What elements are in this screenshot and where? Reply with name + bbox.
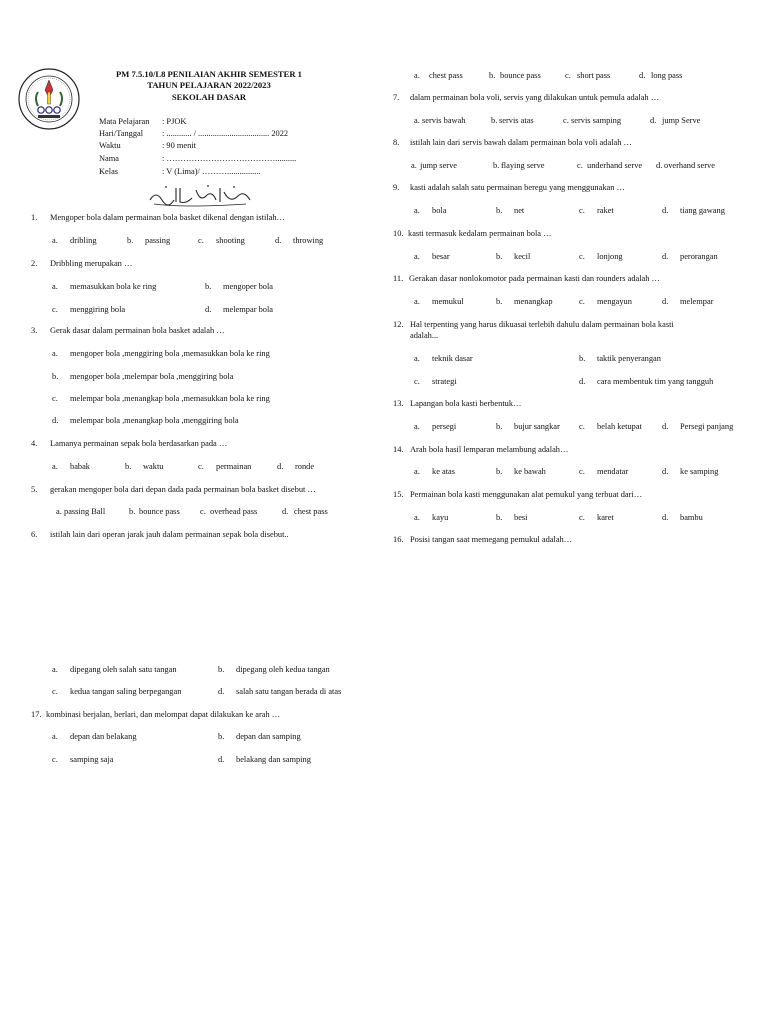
school-logo <box>18 68 80 130</box>
option-text: chest pass <box>294 507 328 516</box>
bismillah-calligraphy <box>146 182 256 208</box>
school-level: SEKOLAH DASAR <box>171 92 247 102</box>
option-label: c. <box>200 507 206 516</box>
option-text: dipegang oleh kedua tangan <box>236 665 330 674</box>
option-text: long pass <box>651 71 683 80</box>
question-number: 16. <box>393 535 404 544</box>
option-label: a. <box>414 354 420 363</box>
option-text: melempar bola ,menangkap bola ,menggiring bola <box>70 416 239 425</box>
info-value-date: : ............ / .................................. 2022 <box>162 129 289 138</box>
option-text: overhead pass <box>210 507 258 516</box>
question-text: Permainan bola kasti menggunakan alat pemukul yang terbuat dari… <box>410 490 643 499</box>
option-text: mengayun <box>597 297 632 306</box>
option-text: teknik dasar <box>432 354 473 363</box>
question-text: Dribbling merupakan … <box>50 259 133 268</box>
option-label: b. <box>496 252 503 261</box>
option-text: melempar bola ,menangkap bola ,memasukkan bola ke ring <box>70 394 270 403</box>
info-value-class: : V (Lima)/ ………................ <box>162 167 261 176</box>
option-label: a. <box>414 513 420 522</box>
option-text: strategi <box>432 377 457 386</box>
option-text: ke atas <box>432 467 456 476</box>
option-label: d. <box>205 305 212 314</box>
option-text: memukul <box>432 297 464 306</box>
option-label: c. <box>52 394 58 403</box>
option-text: bambu <box>680 513 703 522</box>
option-label: b. <box>579 354 586 363</box>
option-text: cara membentuk tim yang tangguh <box>597 377 714 386</box>
option-label: d. <box>52 416 59 425</box>
option-label: b. <box>218 732 225 741</box>
option-text: bounce pass <box>139 507 180 516</box>
option-text: ke bawah <box>514 467 546 476</box>
option-label: b. <box>218 665 225 674</box>
option-text: mengoper bola <box>223 282 274 291</box>
question-number: 13. <box>393 399 404 408</box>
info-value-time: : 90 menit <box>162 141 196 150</box>
info-label-class: Kelas <box>99 167 119 176</box>
option-label: b. <box>496 206 503 215</box>
question-number: 3. <box>31 326 38 335</box>
option-text: chest pass <box>429 71 463 80</box>
option-text: ke samping <box>680 467 719 476</box>
option-text: taktik penyerangan <box>597 354 661 363</box>
option-label: b. <box>52 372 59 381</box>
option-label: d. <box>662 206 669 215</box>
option-label: d. <box>656 161 663 170</box>
question-text: kombinasi berjalan, berlari, dan melompat dapat dilakukan ke arah … <box>46 710 281 719</box>
option-text: servis bawah <box>422 116 466 125</box>
option-text: belah ketupat <box>597 422 642 431</box>
question-text: Gerak dasar dalam permainan bola basket adalah … <box>50 326 225 335</box>
question-number: 10. <box>393 229 404 238</box>
option-text: babak <box>70 462 90 471</box>
option-text: melempar bola <box>223 305 273 314</box>
question-number: 4. <box>31 439 38 448</box>
option-label: d. <box>662 422 669 431</box>
option-label: d. <box>218 687 225 696</box>
question-number: 17. <box>31 710 42 719</box>
option-label: d. <box>282 507 289 516</box>
option-label: c. <box>565 71 571 80</box>
option-text: kayu <box>432 513 449 522</box>
question-text: gerakan mengoper bola dari depan dada pada permainan bola basket disebut … <box>50 485 316 494</box>
info-label-date: Hari/Tanggal <box>99 129 144 138</box>
option-text: servis samping <box>571 116 622 125</box>
question-number: 1. <box>31 213 38 222</box>
question-number: 5. <box>31 485 38 494</box>
option-label: a. <box>52 282 58 291</box>
option-label: c. <box>577 161 583 170</box>
option-label: d. <box>662 297 669 306</box>
option-label: c. <box>198 462 204 471</box>
option-text: throwing <box>293 236 324 245</box>
option-label: d. <box>218 755 225 764</box>
option-label: a. <box>411 161 417 170</box>
question-text: Lapangan bola kasti berbentuk… <box>410 399 522 408</box>
option-text: depan dan belakang <box>70 732 137 741</box>
option-text: tiang gawang <box>680 206 725 215</box>
question-text: Mengoper bola dalam permainan bola basket dikenal dengan istilah… <box>50 213 285 222</box>
question-text: Hal terpenting yang harus dikuasai terlebih dahulu dalam permainan bola kasti <box>410 320 674 329</box>
option-text: shooting <box>216 236 245 245</box>
question-text: Lamanya permainan sepak bola berdasarkan pada … <box>50 439 228 448</box>
option-text: karet <box>597 513 614 522</box>
option-label: d. <box>662 467 669 476</box>
question-text: kasti adalah salah satu permainan beregu yang menggunakan … <box>410 183 625 192</box>
option-text: overhand serve <box>664 161 715 170</box>
option-text: melempar <box>680 297 714 306</box>
question-number: 8. <box>393 138 400 147</box>
option-label: a. <box>414 116 420 125</box>
option-text: belakang dan samping <box>236 755 311 764</box>
question-text: istilah lain dari servis bawah dalam permainan bola voli adalah … <box>410 138 632 147</box>
option-text: raket <box>597 206 614 215</box>
option-text: menangkap <box>514 297 553 306</box>
option-text: menggiring bola <box>70 305 126 314</box>
option-text: mengoper bola ,menggiring bola ,memasukkan bola ke ring <box>70 349 270 358</box>
question-number: 15. <box>393 490 404 499</box>
option-label: c. <box>579 467 585 476</box>
option-label: a. <box>52 665 58 674</box>
option-label: b. <box>127 236 134 245</box>
option-label: b. <box>125 462 132 471</box>
option-label: c. <box>198 236 204 245</box>
option-text: bounce pass <box>500 71 541 80</box>
option-label: a. <box>52 236 58 245</box>
option-label: c. <box>579 297 585 306</box>
option-label: b. <box>496 422 503 431</box>
question-number: 11. <box>393 274 404 283</box>
option-label: d. <box>662 252 669 261</box>
option-label: b. <box>489 71 496 80</box>
question-text: kasti termasuk kedalam permainan bola … <box>408 229 552 238</box>
option-label: b. <box>496 297 503 306</box>
school-year: TAHUN PELAJARAN 2022/2023 <box>147 80 271 90</box>
option-text: bola <box>432 206 447 215</box>
option-label: a. <box>52 732 58 741</box>
question-text: dalam permainan bola voli, servis yang dilakukan untuk pemula adalah … <box>410 93 660 102</box>
option-text: lonjong <box>597 252 623 261</box>
option-label: a. <box>414 252 420 261</box>
info-value-subject: : PJOK <box>162 117 187 126</box>
question-text-continued: adalah... <box>410 331 439 340</box>
exam-title: PM 7.5.10/L8 PENILAIAN AKHIR SEMESTER 1 <box>116 69 302 79</box>
question-number: 2. <box>31 259 38 268</box>
question-number: 9. <box>393 183 400 192</box>
option-text: kedua tangan saling berpegangan <box>70 687 182 696</box>
option-label: b. <box>496 467 503 476</box>
option-text: ronde <box>295 462 315 471</box>
option-text: servis atas <box>499 116 534 125</box>
option-label: b. <box>205 282 212 291</box>
option-text: underhand serve <box>587 161 643 170</box>
option-label: a. <box>52 462 58 471</box>
option-label: d. <box>579 377 586 386</box>
info-label-name: Nama <box>99 154 119 163</box>
info-label-subject: Mata Pelajaran <box>99 117 150 126</box>
question-number: 7. <box>393 93 400 102</box>
option-text: perorangan <box>680 252 718 261</box>
option-text: dipegang oleh salah satu tangan <box>70 665 177 674</box>
option-label: a. <box>414 71 420 80</box>
option-label: a. <box>414 467 420 476</box>
option-text: mengoper bola ,melempar bola ,menggiring bola <box>70 372 234 381</box>
option-label: d. <box>650 116 657 125</box>
option-label: d. <box>277 462 284 471</box>
option-label: c. <box>579 422 585 431</box>
option-label: a. <box>414 422 420 431</box>
option-text: bujur sangkar <box>514 422 560 431</box>
question-number: 14. <box>393 445 404 454</box>
option-text: waktu <box>143 462 164 471</box>
option-label: d. <box>639 71 646 80</box>
option-text: depan dan samping <box>236 732 301 741</box>
info-label-time: Waktu <box>99 141 121 150</box>
option-label: d. <box>662 513 669 522</box>
option-label: c. <box>579 252 585 261</box>
option-text: besi <box>514 513 528 522</box>
info-value-name: : ………………………………….......... <box>162 154 297 163</box>
option-label: d. <box>275 236 282 245</box>
option-text: persegi <box>432 422 457 431</box>
option-label: b. <box>129 507 136 516</box>
option-label: c. <box>579 206 585 215</box>
option-text: jump serve <box>420 161 457 170</box>
option-label: c. <box>414 377 420 386</box>
option-text: permainan <box>216 462 252 471</box>
option-text: flaying serve <box>501 161 545 170</box>
option-text: mendatar <box>597 467 629 476</box>
option-label: b. <box>493 161 500 170</box>
option-text: jump Serve <box>662 116 701 125</box>
option-text: kecil <box>514 252 531 261</box>
option-text: memasukkan bola ke ring <box>70 282 157 291</box>
question-text: Posisi tangan saat memegang pemukul adalah… <box>410 535 573 544</box>
option-text: short pass <box>577 71 611 80</box>
option-label: c. <box>52 305 58 314</box>
question-text: Gerakan dasar nonlokomotor pada permainan kasti dan rounders adalah … <box>409 274 660 283</box>
option-text: besar <box>432 252 450 261</box>
option-label: a. <box>414 206 420 215</box>
option-label: c. <box>563 116 569 125</box>
option-text: dribling <box>70 236 97 245</box>
option-label: b. <box>491 116 498 125</box>
option-label: c. <box>52 687 58 696</box>
option-text: net <box>514 206 525 215</box>
option-label: a. <box>52 349 58 358</box>
question-number: 6. <box>31 530 38 539</box>
option-text: passing Ball <box>64 507 106 516</box>
option-label: b. <box>496 513 503 522</box>
option-text: Persegi panjang <box>680 422 734 431</box>
option-label: a. <box>56 507 62 516</box>
question-number: 12. <box>393 320 404 329</box>
option-label: a. <box>414 297 420 306</box>
option-text: samping saja <box>70 755 114 764</box>
option-text: salah satu tangan berada di atas <box>236 687 342 696</box>
option-label: c. <box>52 755 58 764</box>
question-text: Arah bola hasil lemparan melambung adalah… <box>410 445 569 454</box>
question-text: istilah lain dari operan jarak jauh dalam permainan sepak bola disebut.. <box>50 530 289 539</box>
option-text: passing <box>145 236 171 245</box>
option-label: c. <box>579 513 585 522</box>
